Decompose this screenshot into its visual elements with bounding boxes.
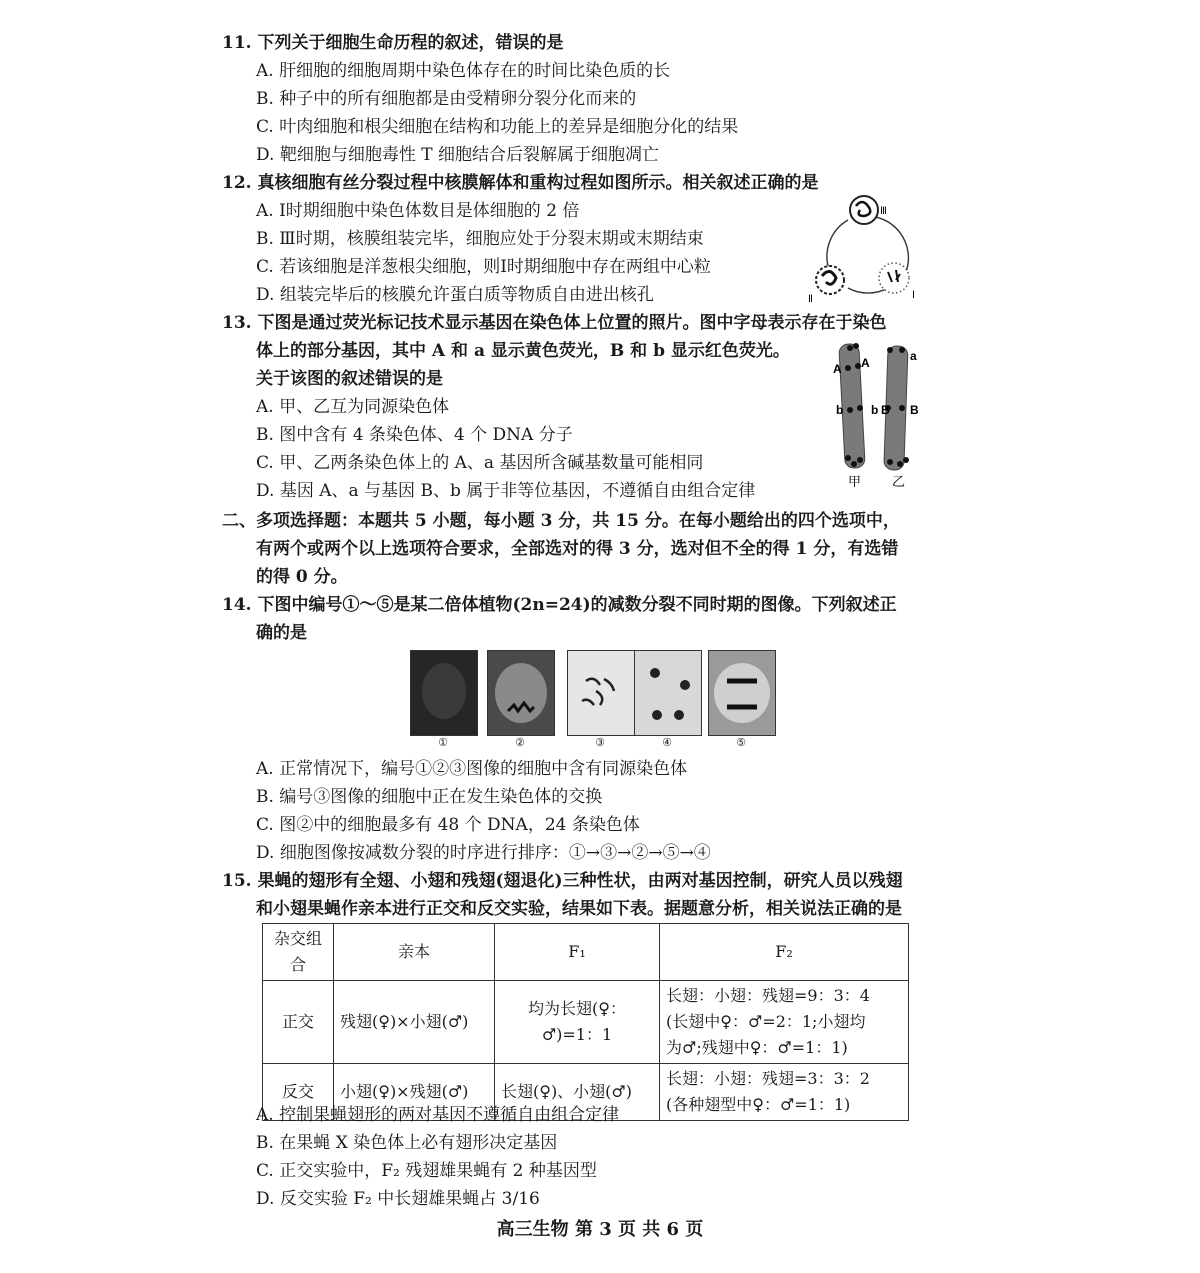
q13-option-d: D. 基因 A、a 与基因 B、b 属于非等位基因，不遵循自由组合定律 [256,481,756,501]
gene-label-b-left: b [836,403,844,417]
q13-option-b: B. 图中含有 4 条染色体、4 个 DNA 分子 [256,425,573,445]
nuclear-envelope-cycle-figure [808,188,928,306]
f2-reciprocal-line-2: (各种翅型中♀：♂=1：1) [666,1095,851,1114]
cross-type-forward: 正交 [263,981,334,1064]
q12-option-d: D. 组装完毕后的核膜允许蛋白质等物质自由进出核孔 [256,285,654,305]
table-header-f2: F₂ [660,924,909,981]
figure-label-i: Ⅰ [912,290,915,301]
gene-label-b-mid: b [871,403,879,417]
micrograph-label-5: ⑤ [736,736,746,749]
q13-option-c: C. 甲、乙两条染色体上的 A、a 基因所含碱基数量可能相同 [256,453,704,473]
table-header-parents: 亲本 [334,924,495,981]
q14-option-c: C. 图②中的细胞最多有 48 个 DNA，24 条染色体 [256,815,640,835]
gene-label-B-mid: B [881,403,890,417]
f2-forward-line-3: 为♂;残翅中♀：♂=1：1) [666,1038,848,1057]
q15-option-d: D. 反交实验 F₂ 中长翅雄果蝇占 3/16 [256,1189,540,1209]
f1-forward: 均为长翅(♀：♂)=1：1 [495,981,660,1064]
q15-stem-line-2: 和小翅果蝇作亲本进行正交和反交实验，结果如下表。据题意分析，相关说法正确的是 [256,899,902,919]
chromosome-label-jia: 甲 [848,474,862,489]
micrograph-label-3: ③ [595,736,605,749]
q12-stem: 12. 真核细胞有丝分裂过程中核膜解体和重构过程如图所示。相关叙述正确的是 [222,173,819,193]
section2-line-2: 有两个或两个以上选项符合要求，全部选对的得 3 分，选对但不全的得 1 分，有选错 [256,539,899,559]
parents-forward: 残翅(♀)×小翅(♂) [334,981,495,1064]
figure-label-iii: Ⅲ [880,206,887,217]
q14-option-d: D. 细胞图像按减数分裂的时序进行排序：①→③→②→⑤→④ [256,843,711,863]
q11-option-a: A. 肝细胞的细胞周期中染色体存在的时间比染色质的长 [256,61,671,81]
q14-stem-line-2: 确的是 [256,623,307,643]
q15-stem-line-1: 15. 果蝇的翅形有全翅、小翅和残翅(翅退化)三种性状，由两对基因控制，研究人员以残翅 [222,871,903,891]
parents-reciprocal: 小翅(♀)×残翅(♂) [334,1064,495,1121]
page-footer: 高三生物 第 3 页 共 6 页 [496,1219,704,1240]
micrograph-label-1: ① [438,736,448,749]
f1-reciprocal: 长翅(♀)、小翅(♂) [495,1064,660,1121]
gene-label-a: a [910,349,917,363]
q13-option-a: A. 甲、乙互为同源染色体 [256,397,450,417]
q13-stem-line-1: 13. 下图是通过荧光标记技术显示基因在染色体上位置的照片。图中字母表示存在于染色 [222,313,887,333]
q15-option-b: B. 在果蝇 X 染色体上必有翅形决定基因 [256,1133,558,1153]
f2-reciprocal [660,1064,909,1121]
section2-line-1: 二、多项选择题：本题共 5 小题，每小题 3 分，共 15 分。在每小题给出的四个选项中， [222,511,900,531]
q11-option-c: C. 叶肉细胞和根尖细胞在结构和功能上的差异是细胞分化的结果 [256,117,739,137]
f2-forward-line-1: 长翅：小翅：残翅=9：3：4 [666,986,870,1005]
q14-stem-line-1: 14. 下图中编号①～⑤是某二倍体植物(2n=24)的减数分裂不同时期的图像。下列叙述正 [222,595,897,615]
table-header-cross: 杂交组合 [263,924,334,981]
micrograph-label-2: ② [515,736,525,749]
gene-label-A-right: A [861,356,870,370]
q14-option-a: A. 正常情况下，编号①②③图像的细胞中含有同源染色体 [256,759,688,779]
micrograph-5 [708,650,776,736]
table-row [263,981,909,1064]
chromosome-label-yi: 乙 [892,474,906,489]
micrograph-3 [567,650,635,736]
gene-label-A-left: A [833,362,842,376]
q11-stem: 11. 下列关于细胞生命历程的叙述，错误的是 [222,33,564,53]
f2-forward [660,981,909,1064]
q11-option-b: B. 种子中的所有细胞都是由受精卵分裂分化而来的 [256,89,637,109]
micrograph-4 [634,650,702,736]
q11-option-d: D. 靶细胞与细胞毒性 T 细胞结合后裂解属于细胞凋亡 [256,145,659,165]
q12-option-a: A. Ⅰ时期细胞中染色体数目是体细胞的 2 倍 [256,201,580,221]
figure-label-ii: Ⅱ [808,294,813,305]
q15-option-c: C. 正交实验中，F₂ 残翅雄果蝇有 2 种基因型 [256,1161,597,1181]
micrograph-1 [410,650,478,736]
q12-option-c: C. 若该细胞是洋葱根尖细胞，则Ⅰ时期细胞中存在两组中心粒 [256,257,711,277]
q12-option-b: B. Ⅲ时期，核膜组装完毕，细胞应处于分裂末期或末期结束 [256,229,704,249]
q13-stem-line-2: 体上的部分基因，其中 A 和 a 显示黄色荧光，B 和 b 显示红色荧光。 [256,341,790,361]
f2-reciprocal-line-1: 长翅：小翅：残翅=3：3：2 [666,1069,870,1088]
section2-line-3: 的得 0 分。 [256,567,348,587]
cross-results-table [262,923,909,1121]
micrograph-2 [487,650,555,736]
gene-label-B-right: B [910,403,919,417]
q15-option-a: A. 控制果蝇翅形的两对基因不遵循自由组合定律 [256,1105,620,1125]
q14-option-b: B. 编号③图像的细胞中正在发生染色体的交换 [256,787,603,807]
micrograph-label-4: ④ [662,736,672,749]
fluorescent-chromosome-figure [830,336,930,492]
q13-stem-line-3: 关于该图的叙述错误的是 [256,369,443,389]
table-header-f1: F₁ [495,924,660,981]
f2-forward-line-2: (长翅中♀：♂=2：1;小翅均 [666,1012,866,1031]
cross-type-reciprocal: 反交 [263,1064,334,1121]
